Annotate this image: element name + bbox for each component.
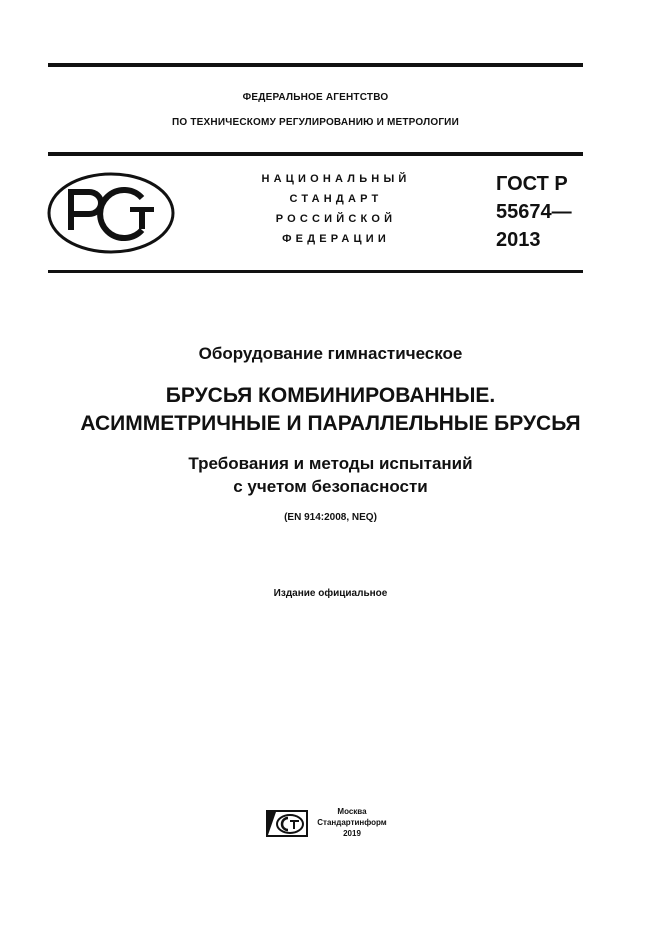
- document-category: Оборудование гимнастическое: [198, 344, 463, 363]
- lower-header-rule: [48, 270, 583, 273]
- agency-line-1: ФЕДЕРАЛЬНОЕ АГЕНТСТВО: [242, 92, 389, 103]
- standartinform-logo-icon: [266, 808, 308, 838]
- edition-note: Издание официальное: [273, 588, 388, 599]
- document-subtitle: [20, 452, 641, 498]
- publisher-city: Москва: [337, 807, 367, 816]
- main-title-line-2: АСИММЕТРИЧНЫЕ И ПАРАЛЛЕЛЬНЫЕ БРУСЬЯ: [80, 412, 581, 435]
- document-main-title: [20, 382, 641, 438]
- main-title-line-1: БРУСЬЯ КОМБИНИРОВАННЫЕ.: [165, 384, 496, 407]
- publisher-name: Стандартинформ: [317, 818, 387, 827]
- subtitle-line-1: Требования и методы испытаний: [188, 454, 473, 473]
- national-standard-line-4: ФЕДЕРАЦИИ: [282, 233, 390, 245]
- reference-standard: (EN 914:2008, NEQ): [284, 512, 377, 523]
- top-rule: [48, 63, 583, 67]
- designation-line-3: 2013: [496, 229, 541, 251]
- designation-line-1: ГОСТ Р: [496, 173, 568, 195]
- upper-header-rule: [48, 152, 583, 156]
- subtitle-line-2: с учетом безопасности: [233, 477, 428, 496]
- agency-line-2: ПО ТЕХНИЧЕСКОМУ РЕГУЛИРОВАНИЮ И МЕТРОЛОГИИ: [172, 117, 459, 128]
- rst-certification-mark-icon: [47, 172, 175, 254]
- national-standard-line-3: РОССИЙСКОЙ: [275, 213, 397, 225]
- national-standard-line-2: СТАНДАРТ: [289, 193, 383, 205]
- national-standard-line-1: НАЦИОНАЛЬНЫЙ: [261, 173, 411, 185]
- designation-line-2: 55674—: [496, 201, 572, 223]
- publisher-year: 2019: [343, 829, 361, 838]
- publisher-info: [310, 806, 394, 839]
